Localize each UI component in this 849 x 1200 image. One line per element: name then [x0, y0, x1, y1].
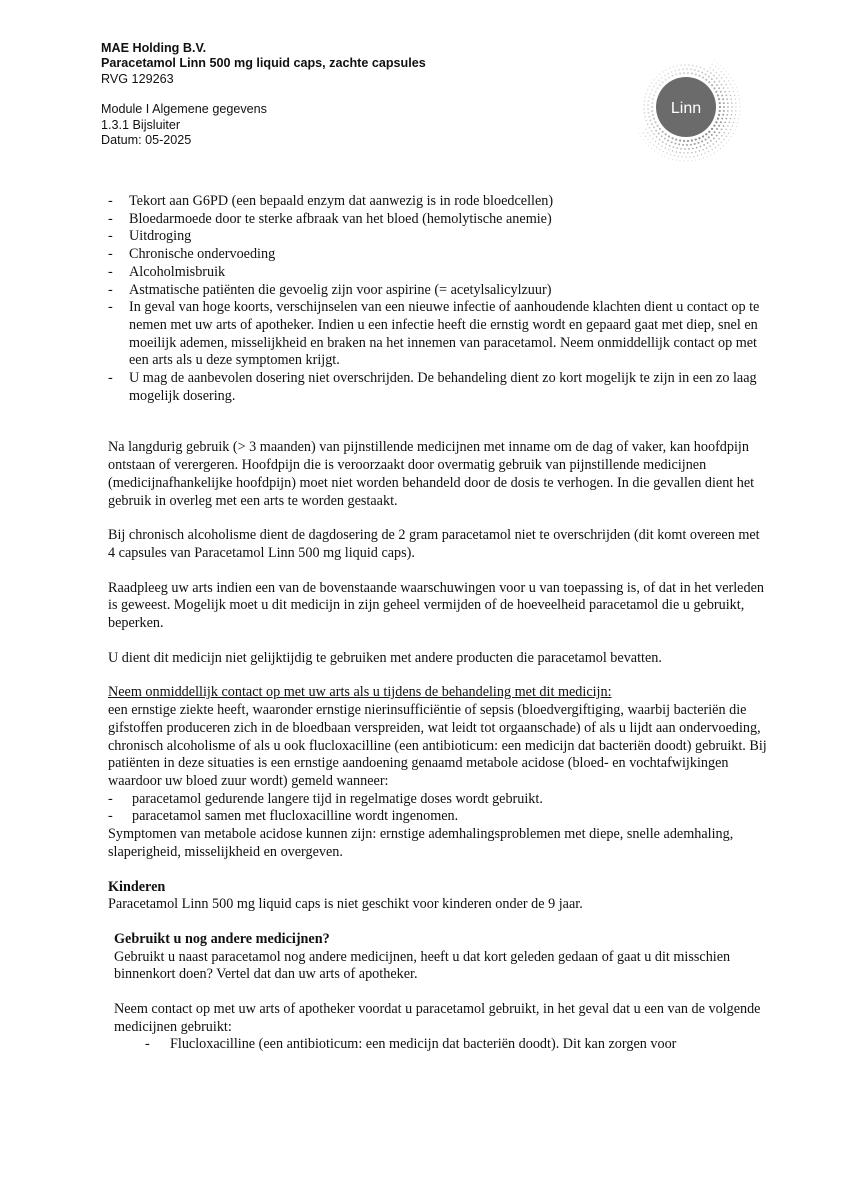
list-item: - Flucloxacilline (een antibioticum: een medicijn dat bacteriën doodt). Dit kan zorgen voor: [145, 1036, 768, 1054]
other-medicines-text: Gebruikt u naast paracetamol nog andere medicijnen, heeft u dat kort geleden gedaan of gaat u dit misschien binnenkort doen? Vertel dat dan uw arts of apotheker.: [114, 948, 731, 983]
rvg-number: RVG 129263: [101, 71, 174, 86]
interaction-list: [114, 1036, 768, 1054]
contact-body: een ernstige ziekte heeft, waaronder ernstige nierinsufficiëntie of sepsis (bloedvergiftiging, waarbij bacteriën die gifstoffen produceren zich in de bloedbaan verspreiden, wat leidt tot orgaanschade) of als u lijdt aan ondervoeding, chronisch alcoholisme of als u ook flucloxacilline (een antibioticum: een medicijn dat bacteriën doodt) gebruikt. Bij patiënten in deze situaties is een ernstige aandoening genaamd metabole acidose (bloed- en vochtafwijkingen waardoor uw bloed zuur wordt) gemeld wanneer:: [108, 702, 767, 789]
other-medicines-heading: Gebruikt u nog andere medicijnen?: [114, 930, 330, 947]
paragraph-other-products: U dient dit medicijn niet gelijktijdig te gebruiken met andere producten die paracetamol bevatten.: [108, 649, 662, 666]
list-item: - U mag de aanbevolen dosering niet overschrijden. De behandeling dient zo kort mogelijk te zijn in een zo laag mogelijk dosering.: [108, 370, 768, 405]
list-item: - Chronische ondervoeding: [108, 246, 768, 264]
section-label: 1.3.1 Bijsluiter: [101, 117, 181, 132]
children-text: Paracetamol Linn 500 mg liquid caps is niet geschikt voor kinderen onder de 9 jaar.: [108, 896, 583, 913]
document-header: [101, 41, 426, 148]
logo-text: Linn: [670, 100, 702, 117]
list-item: - Astmatische patiënten die gevoelig zijn voor aspirine (= acetylsalicylzuur): [108, 282, 768, 300]
list-item: - Tekort aan G6PD (een bepaald enzym dat aanwezig is in rode bloedcellen): [108, 193, 768, 211]
leaflet-content: [108, 193, 768, 1054]
paragraph-headache: Na langdurig gebruik (> 3 maanden) van pijnstillende medicijnen met inname om de dag of vaker, kan hoofdpijn ontstaan of verergeren. Hoofdpijn die is veroorzaakt door overmatig gebruik van pijnstillende medicijnen (medicijnafhankelijke hoofdpijn) moet niet worden behandeld door de dosis te verhogen. In die gevallen dient het gebruik in overleg met een arts te worden gestaakt.: [108, 439, 755, 509]
list-item: - paracetamol gedurende langere tijd in regelmatige doses wordt gebruikt.: [108, 791, 768, 809]
contact-heading: Neem onmiddellijk contact op met uw arts als u tijdens de behandeling met dit medicijn:: [108, 684, 612, 701]
list-item: - Bloedarmoede door te sterke afbraak van het bloed (hemolytische anemie): [108, 211, 768, 229]
linn-logo: [626, 47, 746, 167]
list-item: - Uitdroging: [108, 228, 768, 246]
module-label: Module I Algemene gegevens: [101, 102, 267, 117]
other-medicines-text2: Neem contact op met uw arts of apotheker voordat u paracetamol gebruikt, in het geval dat u een van de volgende medicijnen gebruikt:: [114, 1001, 761, 1035]
company-name: MAE Holding B.V.: [101, 41, 207, 55]
paragraph-consult: Raadpleeg uw arts indien een van de bovenstaande waarschuwingen voor u van toepassing is, of dat in het verleden is geweest. Mogelijk moet u dit medicijn in zijn geheel vermijden of de hoeveelheid paracetamol die u gebruikt, beperken.: [108, 579, 764, 632]
symptoms-text: Symptomen van metabole acidose kunnen zijn: ernstige ademhalingsproblemen met diepe, snelle ademhaling, slaperigheid, misselijkheid en overgeven.: [108, 826, 734, 860]
acidosis-conditions-list: [108, 791, 768, 826]
document-date: Datum: 05-2025: [101, 133, 192, 148]
warnings-list: [108, 193, 768, 405]
paragraph-alcoholism: Bij chronisch alcoholisme dient de dagdosering de 2 gram paracetamol niet te overschrijden (dit komt overeen met 4 capsules van Paracetamol Linn 500 mg liquid caps).: [108, 527, 760, 561]
list-item: - In geval van hoge koorts, verschijnselen van een nieuwe infectie of aanhoudende klachten dient u contact op te nemen met uw arts of apotheker. Indien u een infectie heeft die ernstig wordt en gepaard gaat met diep, snel en moeilijk ademen, misselijkheid en braken na het innemen van paracetamol. Neem onmiddellijk contact op met een arts als u deze symptomen krijgt.: [108, 299, 768, 370]
product-name: Paracetamol Linn 500 mg liquid caps, zachte capsules: [101, 56, 426, 71]
list-item: - Alcoholmisbruik: [108, 264, 768, 282]
list-item: - paracetamol samen met flucloxacilline wordt ingenomen.: [108, 808, 768, 826]
children-heading: Kinderen: [108, 878, 166, 895]
